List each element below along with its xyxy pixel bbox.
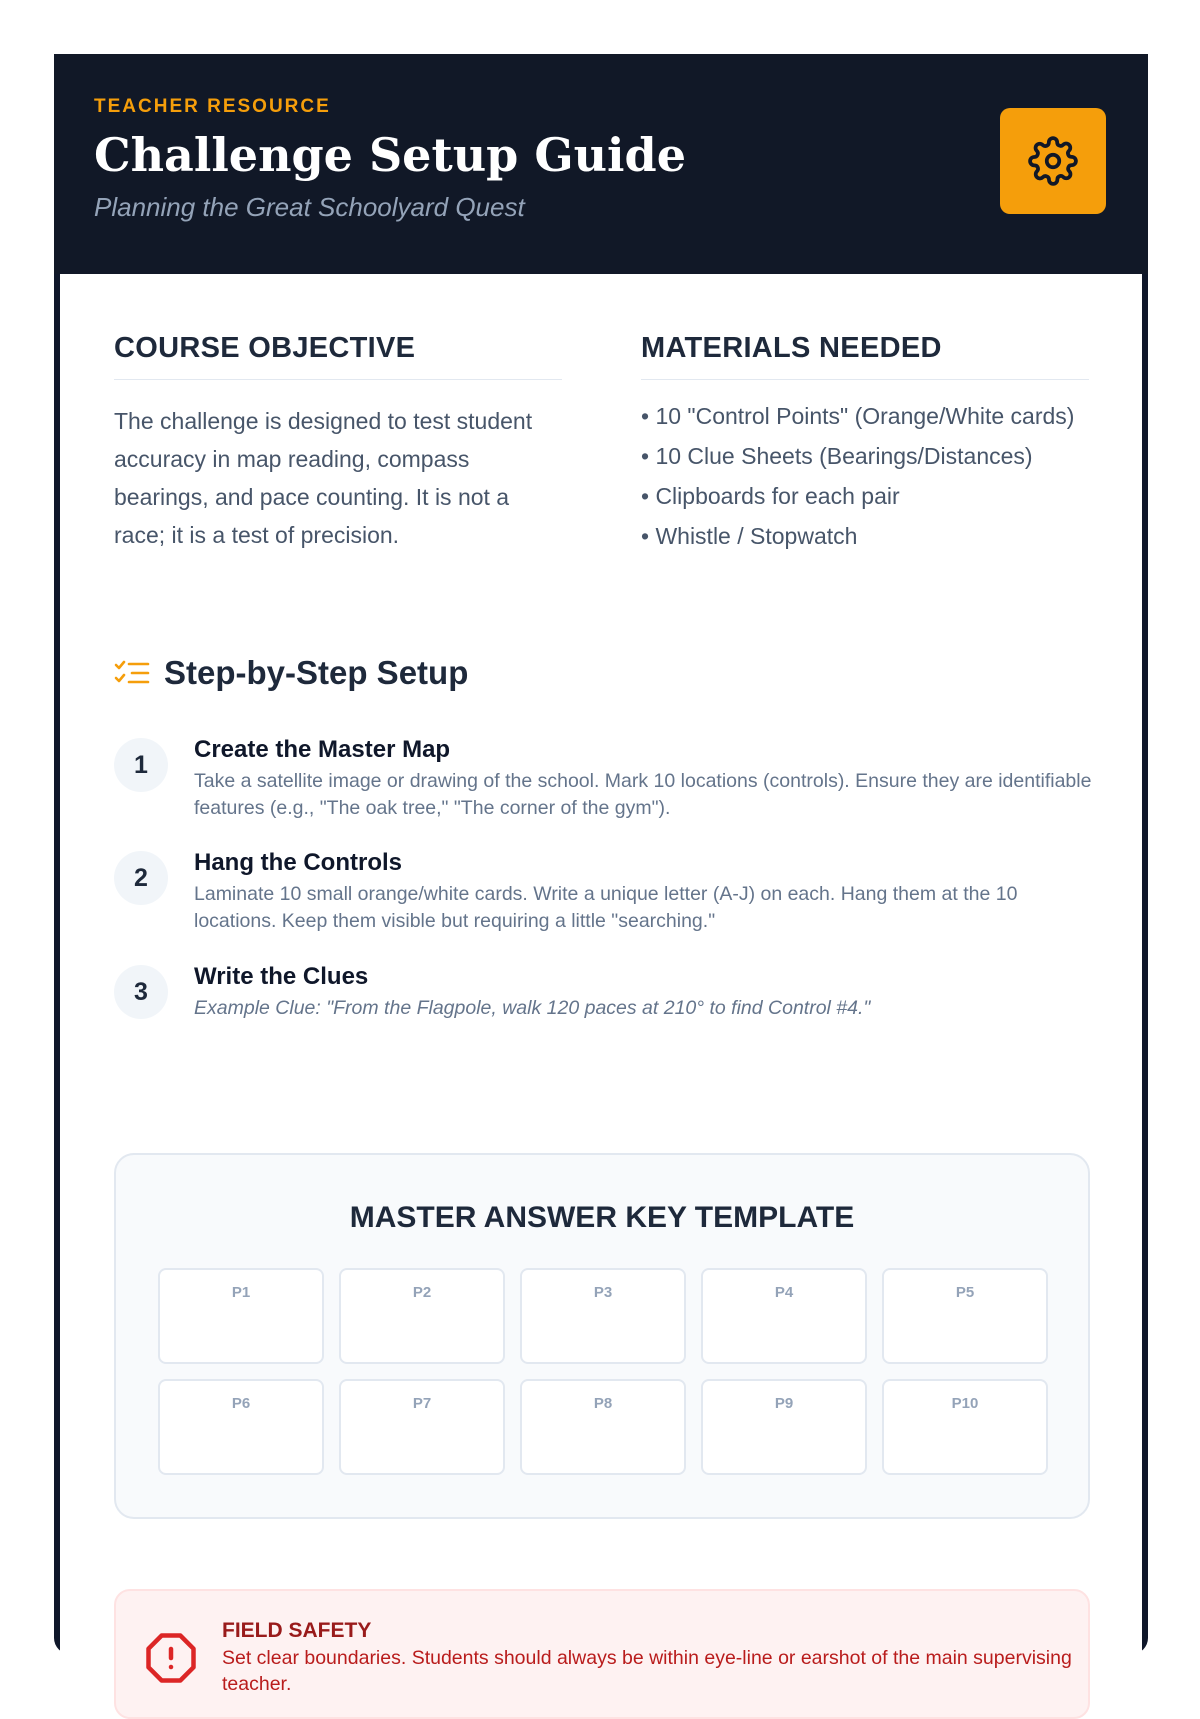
list-item: • 10 "Control Points" (Orange/White cards)	[641, 403, 1075, 429]
materials-section	[641, 332, 1089, 560]
page-subtitle: Planning the Great Schoolyard Quest	[94, 192, 525, 222]
steps-heading	[114, 654, 468, 692]
answer-cell: P2	[339, 1268, 505, 1364]
course-objective-section	[114, 332, 562, 554]
step-number: 1	[114, 738, 168, 792]
list-item: • 10 Clue Sheets (Bearings/Distances)	[641, 443, 1033, 469]
materials-list	[641, 400, 1089, 553]
step-number: 3	[114, 965, 168, 1019]
step-description: Example Clue: "From the Flagpole, walk 120 paces at 210° to find Control #4."	[194, 997, 871, 1019]
answer-cell: P4	[701, 1268, 867, 1364]
settings-button[interactable]	[1000, 108, 1106, 214]
answer-cell: P10	[882, 1379, 1048, 1475]
answer-key-grid	[158, 1268, 1048, 1475]
answer-cell: P7	[339, 1379, 505, 1475]
answer-cell: P1	[158, 1268, 324, 1364]
content-body	[60, 274, 1142, 1695]
alert-octagon-icon	[144, 1631, 198, 1685]
gear-icon	[1028, 136, 1078, 186]
step-description: Laminate 10 small orange/white cards. Write a unique letter (A-J) on each. Hang them at the 10 locations. Keep them visible but requiring a little "searching."	[194, 883, 1018, 932]
step-title: Hang the Controls	[194, 849, 402, 876]
list-item: • Clipboards for each pair	[641, 483, 900, 509]
safety-title: FIELD SAFETY	[222, 1619, 372, 1642]
page-title: Challenge Setup Guide	[94, 128, 686, 182]
objective-text: The challenge is designed to test student accuracy in map reading, compass bearings, and pace counting. It is not a race; it is a test of precision.	[114, 408, 533, 548]
field-safety-callout	[114, 1589, 1090, 1719]
answer-key-panel	[114, 1153, 1090, 1519]
answer-cell: P3	[520, 1268, 686, 1364]
guide-card	[54, 54, 1148, 1695]
section-heading: COURSE OBJECTIVE	[114, 332, 562, 380]
header	[54, 54, 1148, 274]
answer-cell: P9	[701, 1379, 867, 1475]
safety-text: Set clear boundaries. Students should always be within eye-line or earshot of the main supervising teacher.	[222, 1647, 1072, 1695]
answer-cell: P5	[882, 1268, 1048, 1364]
answer-cell: P8	[520, 1379, 686, 1475]
answer-cell: P6	[158, 1379, 324, 1475]
step-title: Write the Clues	[194, 963, 369, 990]
step-title: Create the Master Map	[194, 736, 451, 763]
checklist-icon	[114, 658, 150, 688]
answer-key-title: MASTER ANSWER KEY TEMPLATE	[349, 1201, 855, 1234]
steps-title: Step-by-Step Setup	[164, 654, 469, 691]
list-item: • Whistle / Stopwatch	[641, 523, 858, 549]
section-heading: MATERIALS NEEDED	[641, 332, 1089, 380]
step-description: Take a satellite image or drawing of the school. Mark 10 locations (controls). Ensure they are identifiable features (e.g., "The oak tree," "The corner of the gym").	[194, 770, 1092, 819]
eyebrow-label: TEACHER RESOURCE	[94, 96, 331, 117]
step-number: 2	[114, 851, 168, 905]
